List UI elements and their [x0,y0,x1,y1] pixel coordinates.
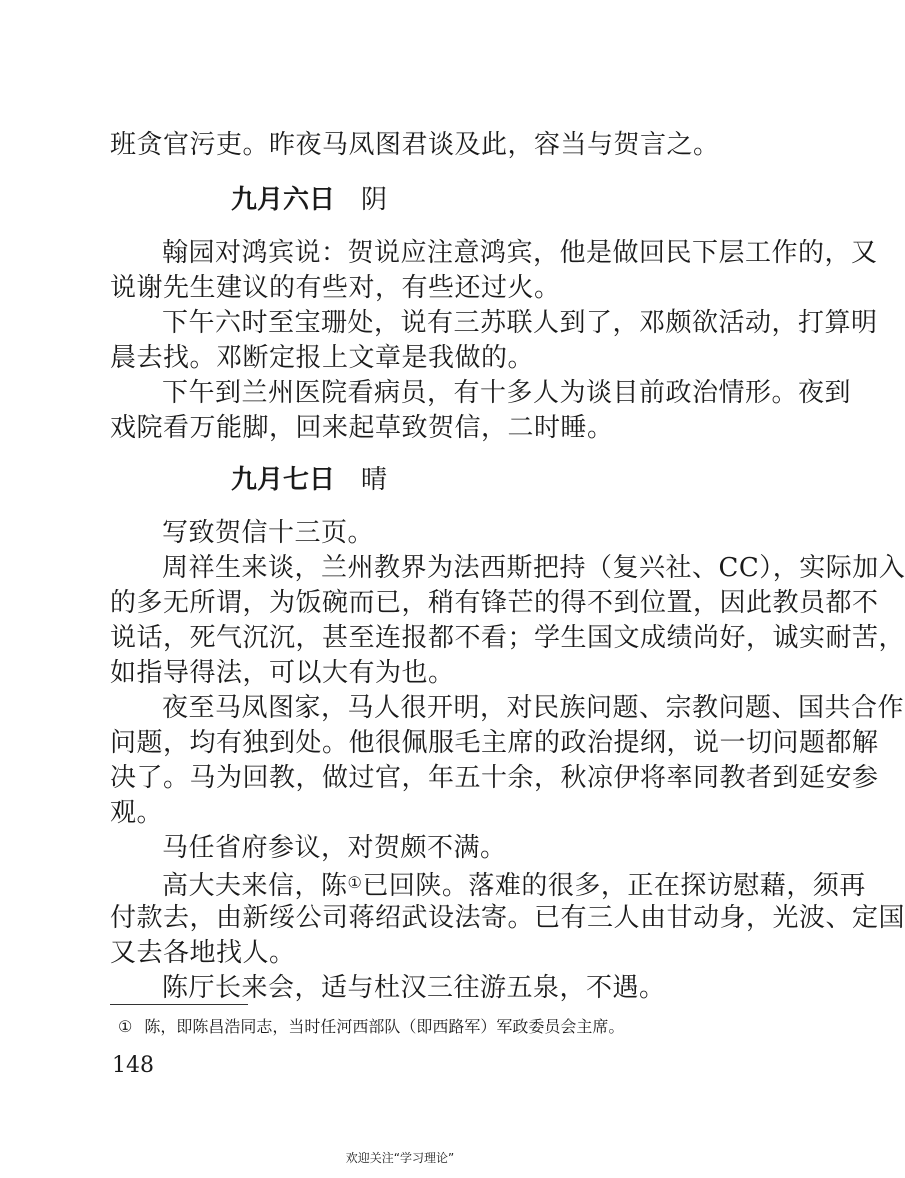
paragraph-line: 说话，死气沉沉，甚至连报都不看；学生国文成绩尚好，诚实耐苦， [110,623,905,653]
paragraph-line: 如指导得法，可以大有为也。 [110,658,455,688]
entry-weather: 晴 [361,465,388,495]
footnote-divider [110,1004,248,1005]
text-segment: 高大夫来信，陈 [162,871,348,901]
paragraph-line: 戏院看万能脚，回来起草致贺信，二时睡。 [110,413,614,443]
paragraph-line: 问题，均有独到处。他很佩服毛主席的政治提纲，说一切问题都解 [110,728,879,758]
paragraph-line: 写致贺信十三页。 [162,518,375,548]
paragraph-line: 下午到兰州医院看病员，有十多人为谈目前政治情形。夜到 [162,378,852,408]
paragraph-line: 说谢先生建议的有些对，有些还过火。 [110,273,561,303]
paragraph-line: 班贪官污吏。昨夜马凤图君谈及此，容当与贺言之。 [110,130,720,160]
paragraph-line: 晨去找。邓断定报上文章是我做的。 [110,343,535,373]
watermark: 欢迎关注“学习理论” [345,1151,455,1165]
paragraph-line: 观。 [110,798,164,828]
paragraph-line: 的多无所谓，为饭碗而已，稍有锋芒的得不到位置，因此教员都不 [110,588,879,618]
paragraph-line: 又去各地找人。 [110,938,296,968]
page-number: 148 [112,1053,154,1078]
paragraph-line: 夜至马凤图家，马人很开明，对民族问题、宗教问题、国共合作 [162,693,905,723]
paragraph-line: 下午六时至宝珊处，说有三苏联人到了，邓颇欲活动，打算明 [162,308,878,338]
footnote [118,1016,624,1038]
text-segment: 已回陕。落难的很多，正在探访慰藉，须再 [362,871,866,901]
paragraph-line: 翰园对鸿宾说：贺说应注意鸿宾，他是做回民下层工作的，又 [162,238,878,268]
footnote-mark: ① [118,1017,133,1036]
footnote-text: 陈，即陈昌浩同志，当时任河西部队（即西路军）军政委员会主席。 [144,1017,625,1036]
footnote-reference[interactable]: ① [347,873,363,892]
entry-weather: 阴 [361,185,388,215]
entry-date: 九月六日 [231,185,336,215]
paragraph-line: 付款去，由新绥公司蒋绍武设法寄。已有三人由甘动身，光波、定国 [110,903,905,933]
entry-date: 九月七日 [231,465,336,495]
entry-heading-sep-6 [231,183,387,217]
paragraph-line: 马任省府参议，对贺颇不满。 [162,833,507,863]
paragraph-line [162,866,866,903]
paragraph-line: 决了。马为回教，做过官，年五十余，秋凉伊将率同教者到延安参 [110,763,879,793]
paragraph-line: 陈厅长来会，适与杜汉三往游五泉，不遇。 [162,973,666,1003]
entry-heading-sep-7 [231,463,387,497]
paragraph-line: 周祥生来谈，兰州教界为法西斯把持（复兴社、CC），实际加入 [162,553,905,583]
